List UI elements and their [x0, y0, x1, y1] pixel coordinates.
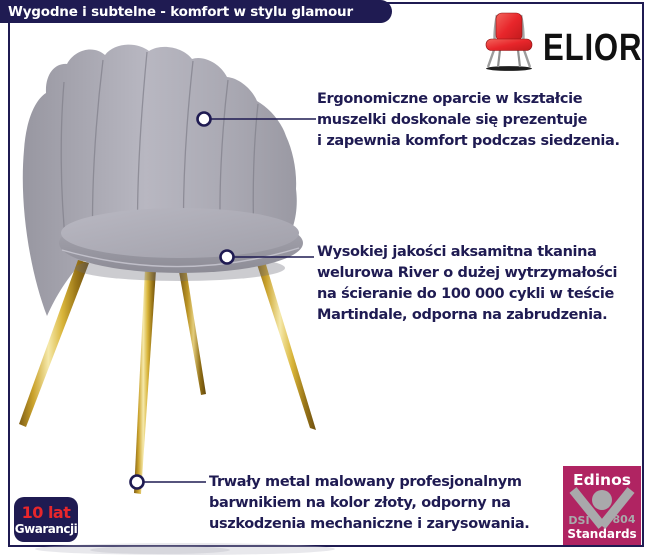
warranty-badge — [14, 497, 78, 542]
chair-seat — [61, 208, 299, 258]
annotation-text-3: Trwały metal malowany profesjonalnym barwnikiem na kolor złoty, odporny na uszkodzenia mechaniczne i zarysowania. — [209, 474, 530, 532]
annotation-dot-2 — [221, 251, 234, 264]
edinos-804-label: 804 — [612, 513, 636, 526]
brand-name: ELIOR — [543, 27, 643, 69]
annotation-dot-3 — [131, 476, 144, 489]
warranty-years: 10 lat — [21, 502, 71, 522]
edinos-standards-label: Standards — [567, 527, 637, 541]
chair-shadow-dark — [90, 546, 230, 554]
chair-leg-rear-left — [178, 266, 206, 395]
annotation-text-2: Wysokiej jakości aksamitna tkanina welurowa River o dużej wytrzymałości na ścieranie do 100 000 cykli w teście Martindale, odporna na zabrudzenia. — [317, 244, 618, 323]
edinos-brand: Edinos — [573, 471, 631, 489]
chair-leg-rear-right — [254, 255, 316, 430]
warranty-label: Gwarancji — [14, 521, 78, 536]
annotation-dot-1 — [198, 113, 211, 126]
edinos-badge — [563, 466, 641, 545]
edinos-dsi-label: DSI — [568, 514, 590, 527]
chair-leg-front-right — [134, 268, 156, 494]
banner-title: Wygodne i subtelne - komfort w stylu glamour — [8, 3, 353, 20]
annotation-text-1: Ergonomiczne oparcie w kształcie muszelki doskonale się prezentuje i zapewnia komfort podczas siedzenia. — [317, 91, 620, 149]
